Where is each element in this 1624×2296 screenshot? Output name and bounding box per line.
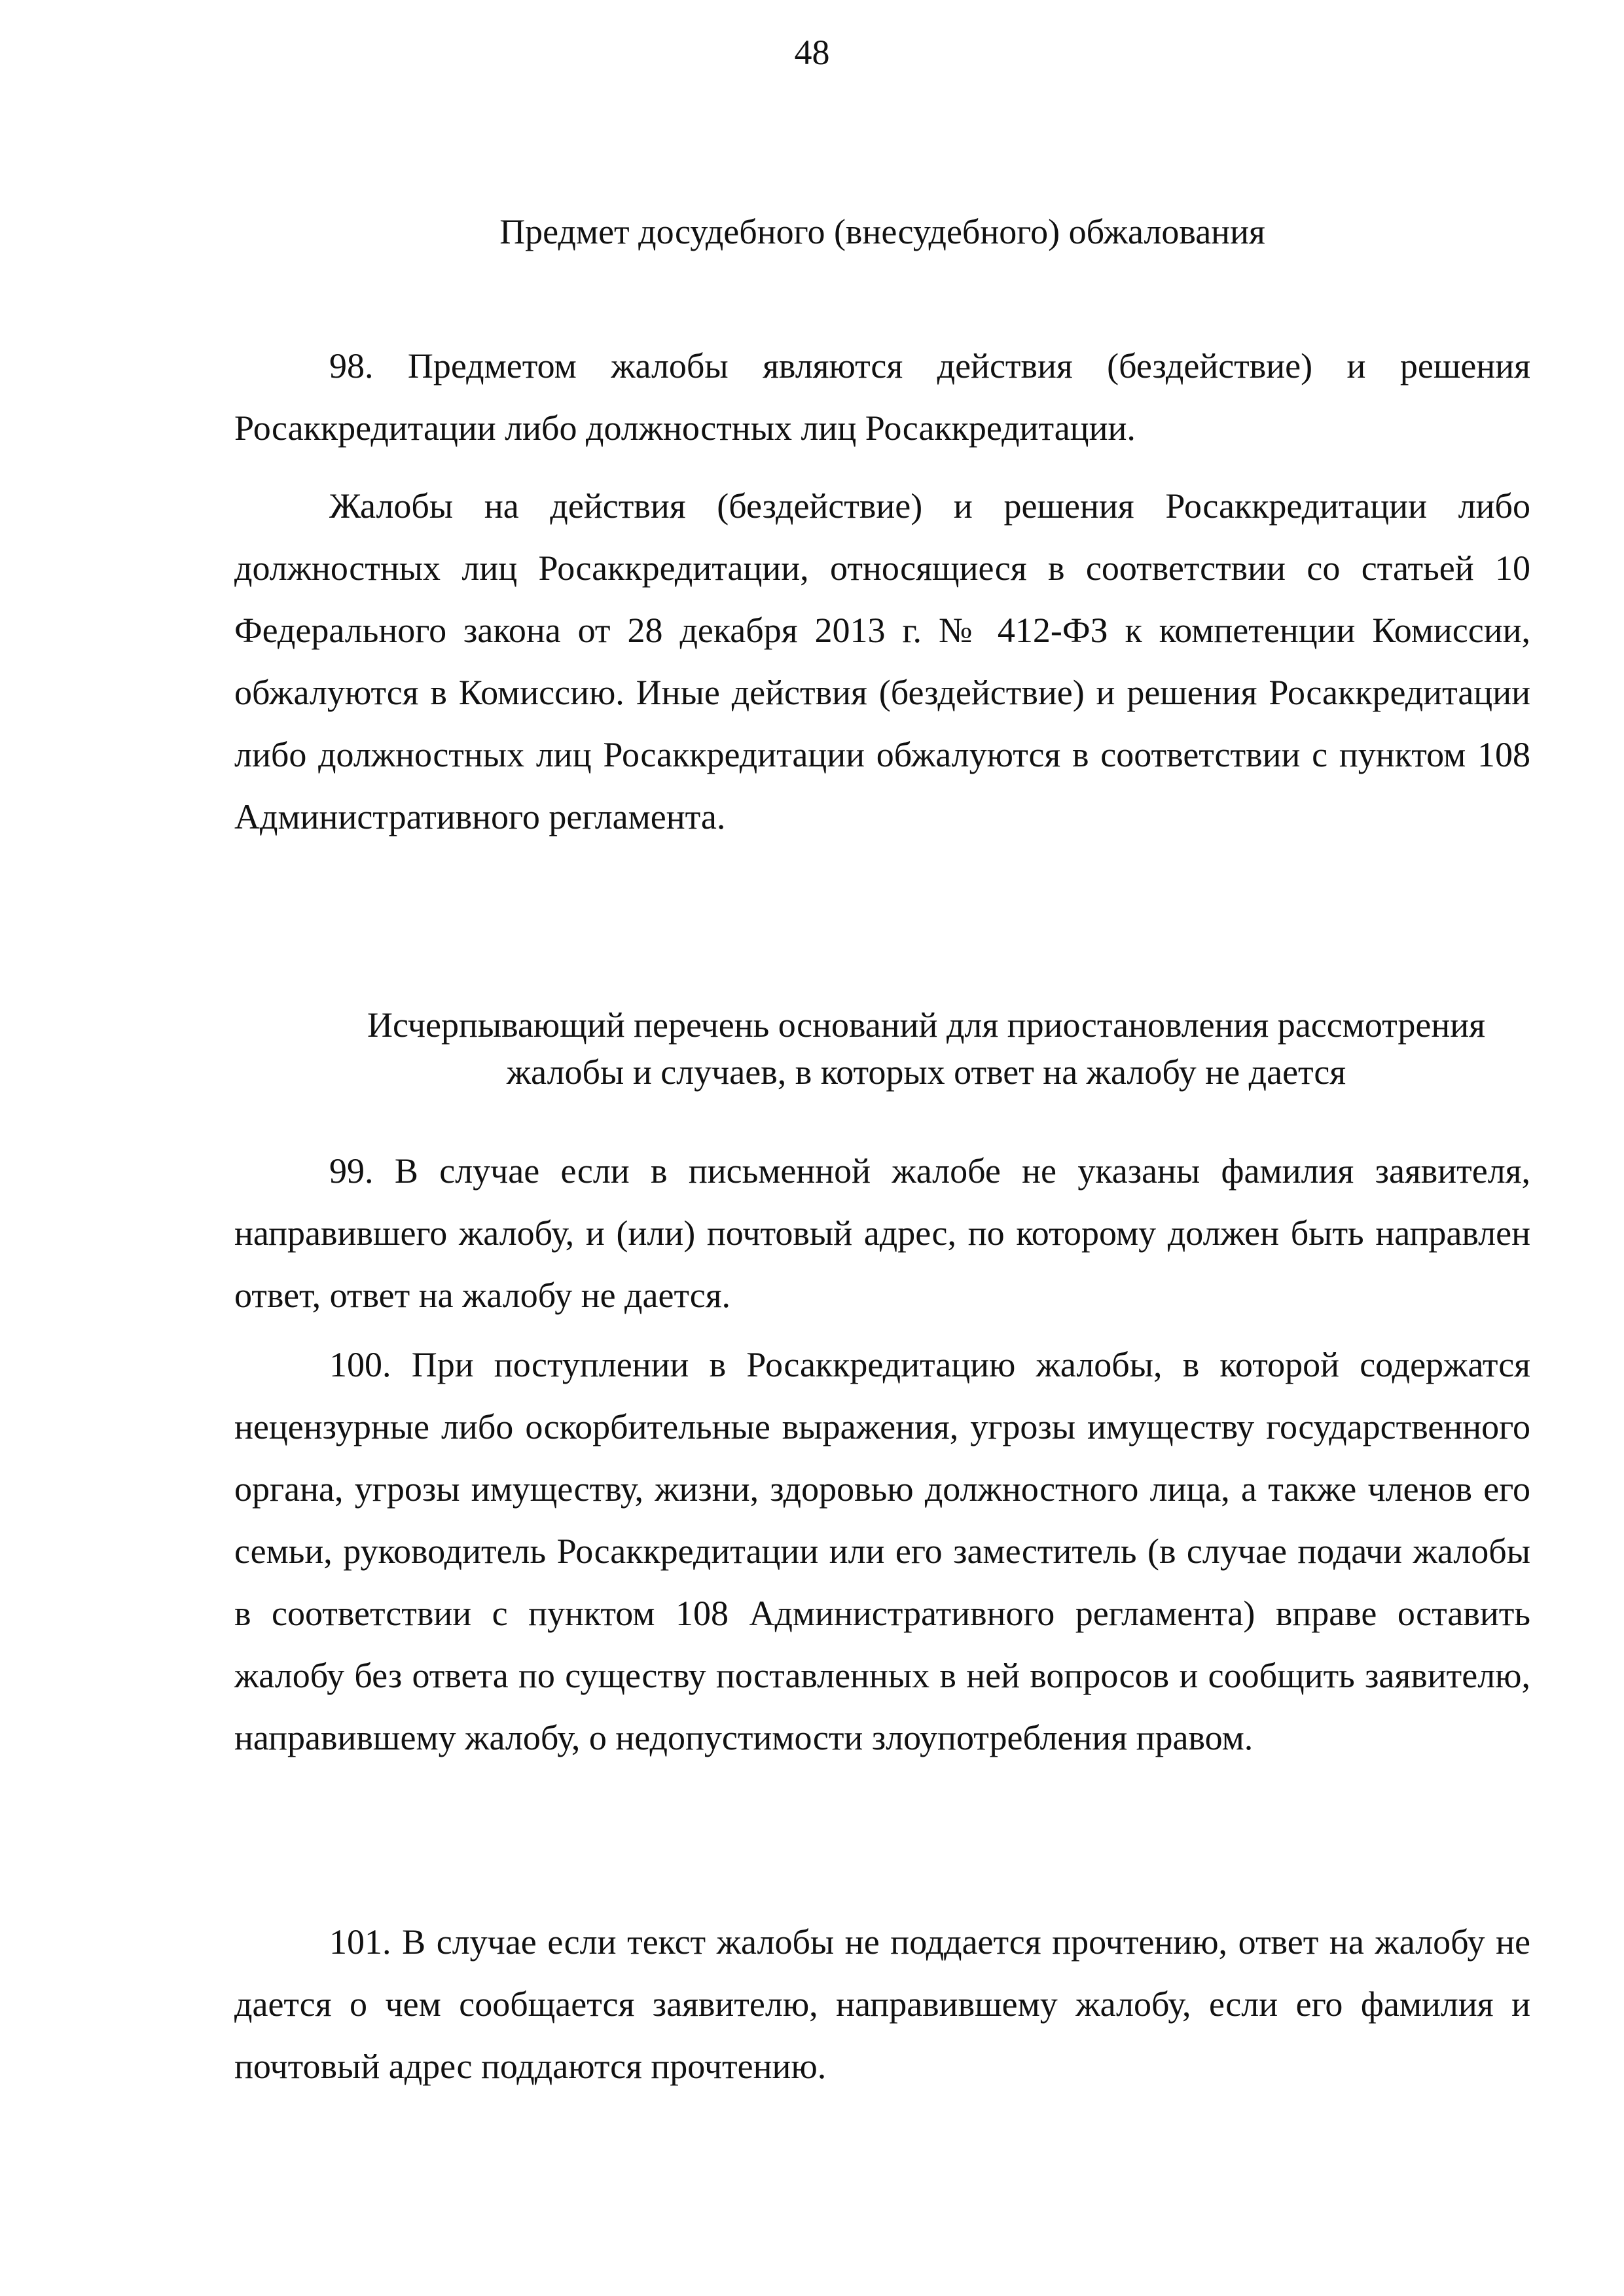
paragraph-98: 98. Предметом жалобы являются действия (бездействие) и решения Росаккредитации либо должностных лиц Росаккредитации. bbox=[234, 346, 1530, 448]
paragraph-100: 100. При поступлении в Росаккредитацию жалобы, в которой содержатся нецензурные либо оскорбительные выражения, угрозы имуществу государственного органа, угрозы имуществу, жизни, здоровью должностного лица, а также членов его семьи, руководитель Росаккредитации или его заместитель (в случае подачи жалобы в соответствии с пунктом 108 Административного регламента) вправе оставить жалобу без ответа по существу поставленных в ней вопросов и сообщить заявителю, направившему жалобу, о недопустимости злоупотребления правом. bbox=[234, 1345, 1530, 1757]
section-heading-grounds-list: Исчерпывающий перечень оснований для приостановления рассмотрения жалобы и случаев, в которых ответ на жалобу не дается bbox=[367, 1005, 1485, 1092]
section-heading-subject-of-appeal: Предмет досудебного (внесудебного) обжалования bbox=[499, 212, 1265, 251]
paragraph-complaints-competence: Жалобы на действия (бездействие) и решения Росаккредитации либо должностных лиц Росаккредитации, относящиеся в соответствии со статьей 10 Федерального закона от 28 декабря 2013 г. № 412-ФЗ к компетенции Комиссии, обжалуются в Комиссию. Иные действия (бездействие) и решения Росаккредитации либо должностных лиц Росаккредитации обжалуются в соответствии с пунктом 108 Административного регламента. bbox=[234, 486, 1530, 836]
paragraph-101: 101. В случае если текст жалобы не поддается прочтению, ответ на жалобу не дается о чем сообщается заявителю, направившему жалобу, если его фамилия и почтовый адрес поддаются прочтению. bbox=[234, 1922, 1530, 2086]
paragraph-99: 99. В случае если в письменной жалобе не указаны фамилия заявителя, направившего жалобу, и (или) почтовый адрес, по которому должен быть направлен ответ, ответ на жалобу не дается. bbox=[234, 1151, 1530, 1315]
page-number: 48 bbox=[794, 33, 830, 72]
